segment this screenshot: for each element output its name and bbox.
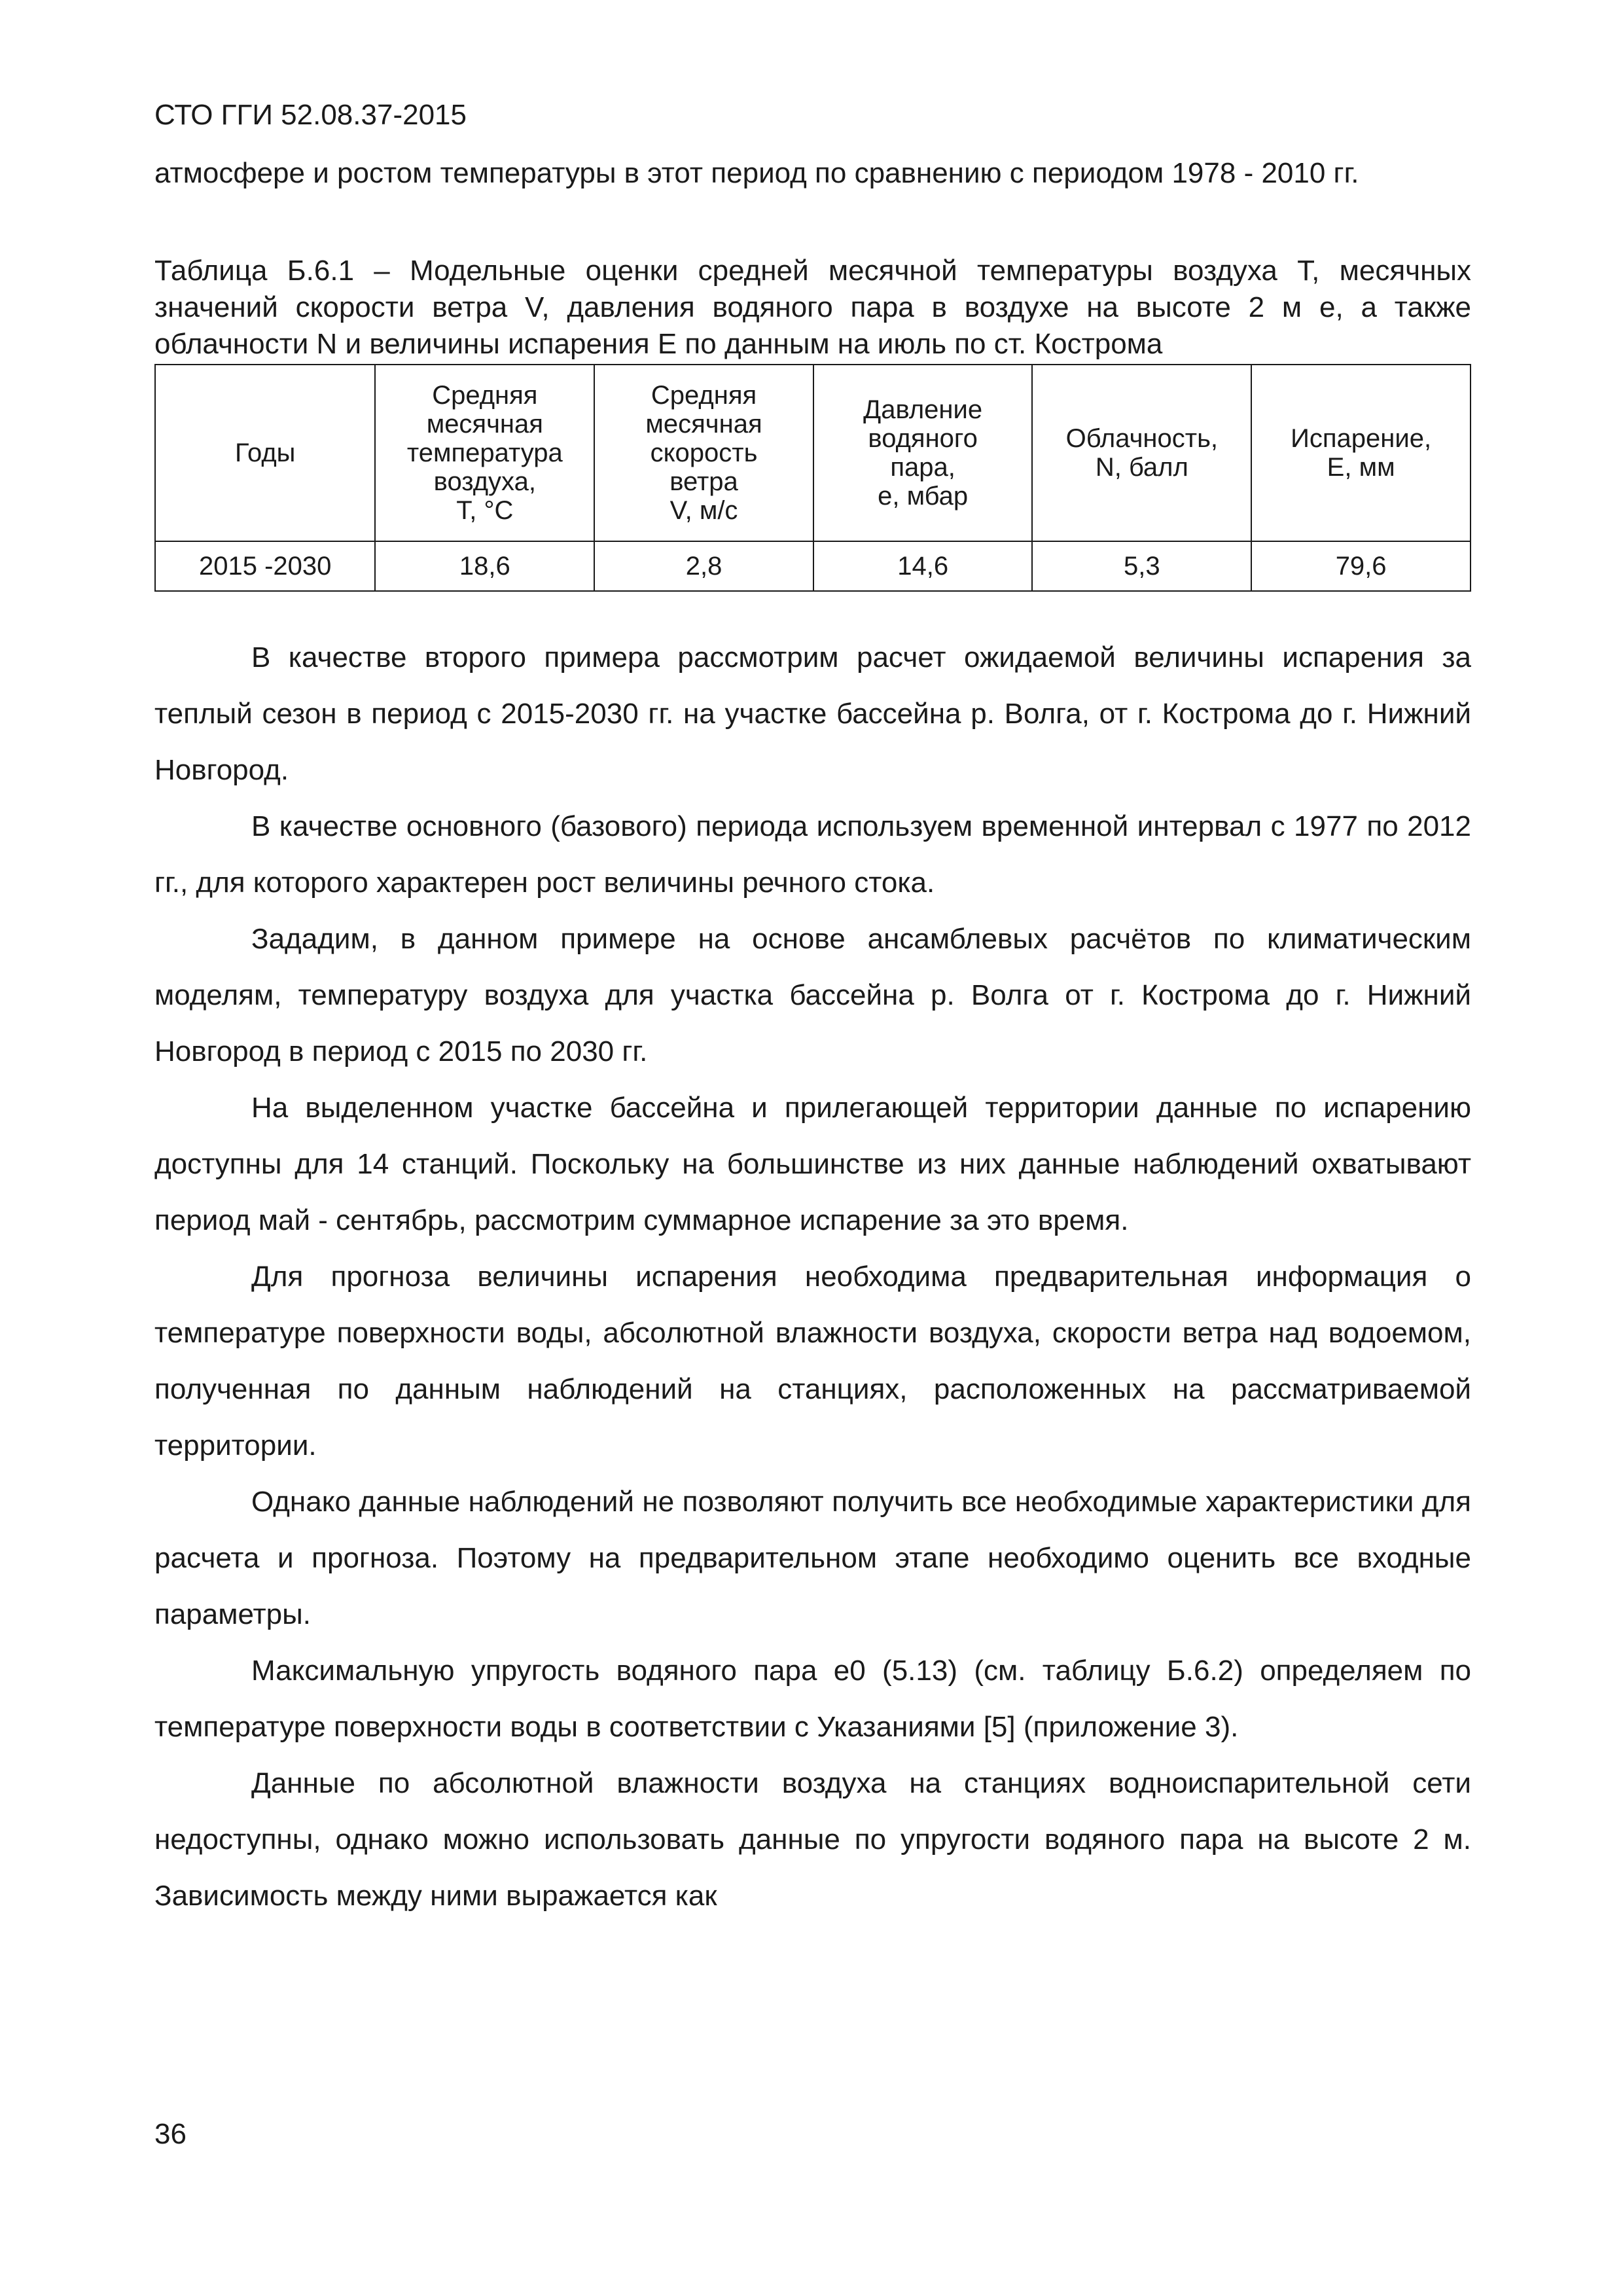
body-paragraph: В качестве основного (базового) периода используем временной интервал с 1977 по 2012 гг., для которого характерен рост величины речного стока. bbox=[154, 810, 1471, 899]
table-header-row bbox=[155, 365, 1471, 541]
data-table bbox=[154, 364, 1471, 592]
header-line: Средняя bbox=[651, 381, 757, 410]
header-years bbox=[155, 365, 375, 541]
body-paragraph: Данные по абсолютной влажности воздуха на станциях водноиспарительной сети недоступны, однако можно использовать данные по упругости водяного пара на высоте 2 м. Зависимость между ними выражается как bbox=[154, 1767, 1471, 1912]
cell-cloudiness: 5,3 bbox=[1032, 541, 1251, 591]
body-paragraph: В качестве второго примера рассмотрим расчет ожидаемой величины испарения за теплый сезон в период с 2015-2030 гг. на участке бассейна р. Волга, от г. Кострома до г. Нижний Новгород. bbox=[154, 641, 1471, 786]
cell-years: 2015 -2030 bbox=[155, 541, 375, 591]
header-line: Давление bbox=[863, 395, 983, 424]
header-line: e, мбар bbox=[878, 482, 969, 511]
cell-evaporation: 79,6 bbox=[1251, 541, 1471, 591]
intro-paragraph: атмосфере и ростом температуры в этот период по сравнению с периодом 1978 - 2010 гг. bbox=[154, 157, 1359, 189]
header-line: водяного bbox=[868, 424, 978, 453]
header-line: пара, bbox=[890, 453, 955, 482]
header-line: скорость bbox=[650, 439, 758, 467]
header-evaporation bbox=[1251, 365, 1471, 541]
header-line: Испарение, bbox=[1291, 424, 1432, 453]
header-line: температура bbox=[406, 439, 563, 467]
header-cloudiness bbox=[1032, 365, 1251, 541]
header-line: N, балл bbox=[1095, 453, 1188, 482]
header-line: E, мм bbox=[1327, 453, 1395, 482]
header-line: месячная bbox=[426, 410, 543, 439]
body-paragraph: Максимальную упругость водяного пара e0 (5.13) (см. таблицу Б.6.2) определяем по температуре поверхности воды в соответствии с Указаниями [5] (приложение 3). bbox=[154, 1655, 1471, 1743]
body-paragraph: Зададим, в данном примере на основе ансамблевых расчётов по климатическим моделям, температуру воздуха для участка бассейна р. Волга от г. Кострома до г. Нижний Новгород в период с 2015 по 2030 гг. bbox=[154, 923, 1471, 1067]
table-caption: Таблица Б.6.1 – Модельные оценки средней месячной температуры воздуха T, месячных значений скорости ветра V, давления водяного пара в воздухе на высоте 2 м e, а также облачности N и величины испарения E по данным на июль по ст. Кострома bbox=[154, 255, 1471, 360]
document-id: СТО ГГИ 52.08.37-2015 bbox=[154, 99, 467, 131]
header-vapor-pressure bbox=[813, 365, 1033, 541]
cell-temperature: 18,6 bbox=[375, 541, 594, 591]
header-line: V, м/с bbox=[669, 496, 738, 525]
header-line: T, °C bbox=[456, 496, 514, 525]
page-number: 36 bbox=[154, 2118, 187, 2150]
cell-wind-speed: 2,8 bbox=[594, 541, 813, 591]
header-line: ветра bbox=[669, 467, 738, 496]
header-temperature bbox=[375, 365, 594, 541]
body-paragraph: Однако данные наблюдений не позволяют получить все необходимые характеристики для расчета и прогноза. Поэтому на предварительном этапе необходимо оценить все входные параметры. bbox=[154, 1486, 1471, 1630]
header-line: Облачность, bbox=[1065, 424, 1219, 453]
header-wind-speed bbox=[594, 365, 813, 541]
header-line: Годы bbox=[234, 439, 296, 467]
header-line: воздуха, bbox=[433, 467, 536, 496]
cell-vapor-pressure: 14,6 bbox=[813, 541, 1033, 591]
document-page bbox=[154, 97, 1471, 1924]
header-line: месячная bbox=[645, 410, 762, 439]
body-paragraph: Для прогноза величины испарения необходима предварительная информация о температуре поверхности воды, абсолютной влажности воздуха, скорости ветра над водоемом, полученная по данным наблюдений на станциях, расположенных на рассматриваемой территории. bbox=[154, 1261, 1471, 1462]
header-line: Средняя bbox=[432, 381, 538, 410]
table-row bbox=[155, 541, 1471, 591]
body-paragraph: На выделенном участке бассейна и прилегающей территории данные по испарению доступны для 14 станций. Поскольку на большинстве из них данные наблюдений охватывают период май - сентябрь, рассмотрим суммарное испарение за это время. bbox=[154, 1092, 1471, 1236]
